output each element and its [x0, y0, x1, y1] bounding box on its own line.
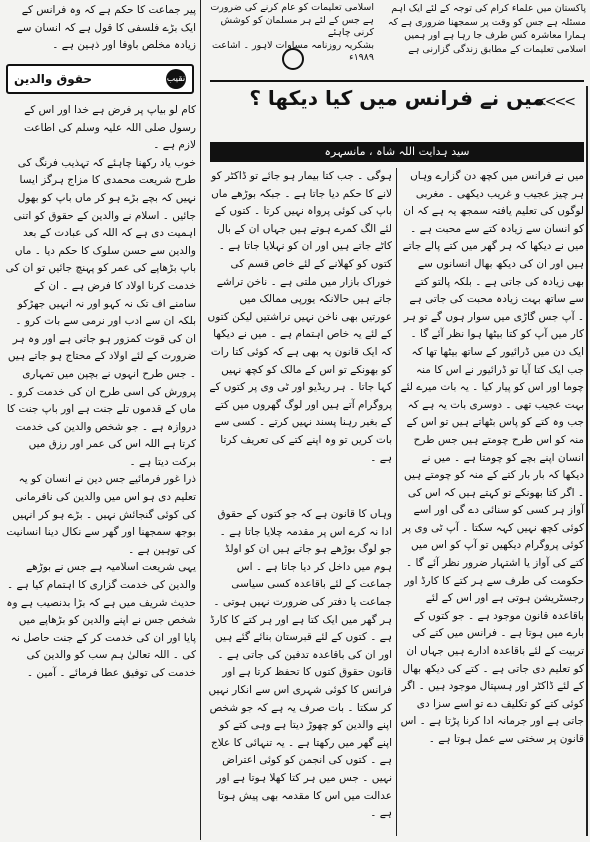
article-title-box [210, 80, 584, 144]
header-strip [206, 2, 586, 72]
section-badge [6, 64, 194, 94]
article-column-middle: ہوگی ۔ جب کتا بیمار ہو جائے تو ڈاکٹر کو لانے کا حکم دیا جاتا ہے ۔ جبکہ بوڑھے ماں باپ کی کوئی پرواہ نہیں کرتا ۔ کتوں کے لئے الگ کمرے ہوتے ہیں جہاں ان کے بال کاٹے جاتے ہیں اور ان کو نہلایا جاتا ہے ۔ کتوں کو کھلانے کے لئے خاص قسم کی خوراک بازار میں ملتی ہے ۔ ناخن تراشے جاتے ہیں حالانکہ یورپی ممالک میں عورتیں بھی ناخن نہیں تراشتیں لیکن کتوں کے لئے یہ خاص اہتمام ہے ۔ میں نے دیکھا کہ ایک قانون یہ بھی ہے کہ کوئی کتا رات کو بھونکے تو اس کے مالک کو کچھ نہیں کہا جاتا ۔ ہر ریڈیو اور ٹی وی پر کتوں کے پروگرام آتے ہیں اور لوگ گھروں میں کتے کے بغیر رہنا پسند نہیں کرتے ۔ کسی سے بات کریں تو وہ اپنے کتے کی تعریف کرتا ہے ۔ [207, 170, 392, 464]
page-edge-rule [586, 86, 588, 836]
left-body-text: کام لو بیاپ پر فرض ہے خدا اور اس کے رسول صلی اللہ علیہ وسلم کی اطاعت لازم ہے ۔ خوب یاد رکھنا چاہئے کہ تہذیب فرنگ کی طرح شریعت محمدی کا مزاج ہرگز ایسا نہیں کہ بچے بڑے ہو کر ماں باپ کو بھول جائیں ۔ اسلام نے والدین کے حقوق کو اتنی اہمیت دی ہے کہ اللہ کی عبادت کے بعد والدین سے حسن سلوک کا حکم دیا ۔ ماں باپ بڑھاپے کی عمر کو پہنچ جائیں تو ان کی خدمت کرنا اولاد کا فرض ہے ۔ ان کے سامنے اف تک نہ کہو اور نہ انہیں جھڑکو بلکہ ان سے ادب اور نرمی سے بات کرو ۔ ان کی قوت کمزور ہو جاتی ہے اور وہ ہر ضرورت کے لئے اولاد کے محتاج ہو جاتے ہیں ۔ جس طرح انہوں نے بچپن میں تمہاری پرورش کی اسی طرح ان کی خدمت کرو ۔ ماں کے قدموں تلے جنت ہے اور باپ جنت کا دروازہ ہے ۔ جو شخص والدین کی خدمت کرتا ہے اللہ اس کی عمر اور رزق میں برکت دیتا ہے ۔ ذرا غور فرمائیے جس دین نے انسان کو یہ تعلیم دی ہو اس میں والدین کی نافرمانی کی کوئی گنجائش نہیں ۔ بڑے ہو کر انہیں بوجھ سمجھنا اور گھر سے نکال دینا انسانیت کی توہین ہے ۔ یہی شریعت اسلامیہ ہے جس نے بوڑھے والدین کی خدمت گزاری کا اہتمام کیا ہے ۔ حدیث شریف میں ہے کہ بڑا بدنصیب ہے وہ شخص جس نے اپنے والدین کو بڑھاپے میں پایا اور ان کی خدمت کر کے جنت حاصل نہ کی ۔ اللہ تعالیٰ ہم سب کو والدین کی خدمت کی توفیق عطا فرمائے ۔ آمین ۔ [5, 104, 196, 679]
column-divider [396, 168, 397, 836]
article-column-right: میں نے فرانس میں کچھ دن گزارے وہاں ہر چیز عجیب و غریب دیکھی ۔ مغربی لوگوں کی تعلیم یافتہ سمجھ یہ ہے کہ ان کو انسان سے زیادہ کتے سے محبت ہے ۔ میں نے دیکھا کہ ہر گھر میں کتے پالے جاتے ہیں اور ان کی دیکھ بھال انسانوں سے بھی زیادہ کی جاتی ہے ۔ بلکہ پالتو کتے سے ساتھ بہت زیادہ محبت کی جاتی ہے ۔ آپ جس گاڑی میں سوار ہوں گے تو ہر کار میں آپ کو کتا بیٹھا ہوا نظر آئے گا ۔ ایک دن میں ڈرائیور کے ساتھ بیٹھا تھا کہ جب ایک کتا آیا تو ڈرائیور نے اس کا منہ چوما اور اس کو پیار کیا ۔ یہ بات میرے لئے بہت عجیب تھی ۔ دوسری بات یہ ہے کہ جب وہ کتے کو پاس بٹھاتے ہیں تو اس کے منہ کو اس طرح چومتے ہیں جس طرح انسان اپنے بچے کو چومتا ہے ۔ میں نے دیکھا کہ بار بار کتے کے منہ کو چومتے ہیں ۔ اگر کتا بھونکے تو کہتے ہیں کہ اس کی آواز ہر کسی کو سنائی دے گی اور اسے کوئی کچھ نہیں کہہ سکتا ۔ آپ ٹی وی پر کوئی پروگرام دیکھیں تو آپ کو اس میں کتے کی آواز یا اشتہار ضرور نظر آئے گا ۔ حکومت کی طرف سے ہر کتے کا کارڈ اور رجسٹریشن ہوتی ہے اور اس کے لئے باقاعدہ قانون موجود ہے ۔ جو کتوں کے بارے میں ہوتا ہے ۔ فرانس میں کتے کی تربیت کے لئے باقاعدہ ادارے ہیں جہاں ان کو تعلیم دی جاتی ہے ۔ کتے کی دیکھ بھال کے لئے ڈاکٹر اور ہسپتال موجود ہیں ۔ اگر کوئی کتے کو تکلیف دے تو اسے سزا دی جاتی ہے اور جرمانہ ادا کرنا پڑتا ہے ۔ اس قانون پر سختی سے عمل ہوتا ہے ۔ [400, 170, 584, 745]
left-column [4, 2, 196, 838]
header-credit-text: اسلامی تعلیمات کو عام کرنے کی ضرورت ہے جس کے لئے ہر مسلمان کو کوشش کرنی چاہئے بشکریہ روزنامہ مساوات لاہور ۔ اشاعت ۱۹۸۹ء [210, 2, 374, 63]
article-title: میں نے فرانس میں کیا دیکھا ؟ [249, 86, 545, 110]
badge-logo: نقیب [166, 69, 186, 89]
ornament-circle-icon [282, 48, 304, 70]
article-column-middle-lower: وہاں کا قانون ہے کہ جو کتوں کے حقوق ادا نہ کرے اس پر مقدمہ چلایا جاتا ہے ۔ جو لوگ بوڑھے ہو جاتے ہیں ان کو اولڈ ہوم میں داخل کر دیا جاتا ہے ۔ اس جماعت کے لئے باقاعدہ کسی سیاسی جماعت یا دفتر کی ضرورت نہیں ہوتی ۔ ہر گھر میں ایک کتا ہے اور ہر کتے کا کارڈ ہے ۔ کتوں کے لئے قبرستان بنائے گئے ہیں اور ان کی باقاعدہ تدفین کی جاتی ہے ۔ قانون حقوق کتوں کا تحفظ کرتا ہے اور فرانس کا کوئی شہری اس سے انکار نہیں کر سکتا ۔ بات صرف یہ ہے کہ جو شخص اپنے والدین کو چھوڑ دیتا ہے وہی کتے کو اپنے گھر میں رکھتا ہے ۔ یہ تنہائی کا علاج ہے ۔ کتوں کی انجمن کو کوئی اعتراض نہیں ۔ جس میں ہر کتا کھلا ہوتا ہے اور عدالت میں اس کا مقدمہ بھی پیش ہوتا ہے ۔ [208, 508, 392, 820]
arrow-icon: <<<< [535, 94, 574, 110]
left-intro-text: پیر جماعت کا حکم ہے کہ وہ فرانس کے ایک بڑے فلسفی کا قول ہے کہ انسان سے زیادہ مخلص باوفا اور ذہین ہے ۔ [16, 4, 196, 52]
column-divider [200, 0, 201, 840]
header-intro-text: پاکستان میں علماء کرام کی توجہ کے لئے ایک اہم مسئلہ ہے جس کو وقت پر سمجھنا ضروری ہے کہ ہمارا معاشرہ کس طرف جا رہا ہے اور ہمیں اسلامی تعلیمات کے مطابق زندگی گزارنی ہے [387, 3, 586, 55]
section-title: حقوق والدین [14, 72, 93, 86]
article-byline: سید ہدایت اللہ شاہ ، مانسہرہ [210, 142, 584, 162]
